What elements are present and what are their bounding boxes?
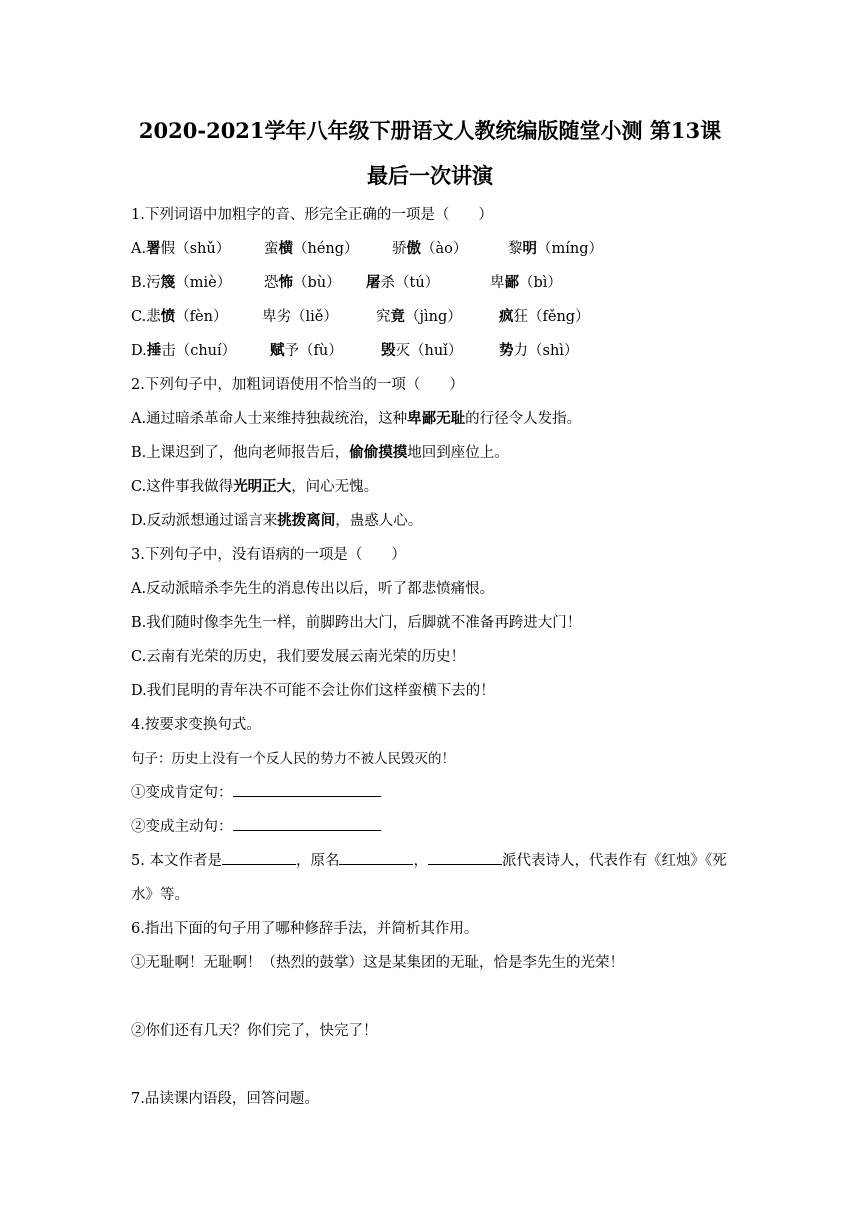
q6-stem: 6.指出下面的句子用了哪种修辞手法，并简析其作用。 — [131, 921, 479, 937]
q1-c-item4: 疯狂（fěng） — [499, 308, 590, 325]
q3-option-c: C.云南有光荣的历史，我们要发展云南光荣的历史！ — [131, 649, 466, 665]
q1-b-item1: B.污篾（miè） — [131, 274, 232, 291]
q1-c-item1: C.悲愤（fèn） — [131, 308, 228, 325]
q2-option-a: A.通过暗杀革命人士来维持独裁统治，这种卑鄙无耻的行径令人发指。 — [131, 410, 582, 427]
q1-d-item2: 赋予（fù） — [270, 342, 343, 359]
q5-line1: 5. 本文作者是 ，原名 ， 派代表诗人，代表作有《红烛》《死 — [131, 849, 727, 870]
q1-d-item1: D.捶击（chuí） — [131, 342, 237, 359]
q4-sub1: ①变成肯定句： — [131, 781, 381, 802]
q5-line2: 水》等。 — [131, 887, 189, 903]
q2-stem: 2.下列句子中，加粗词语使用不恰当的一项（ ） — [131, 377, 464, 393]
q4-sentence: 句子：历史上没有一个反人民的势力不被人民毁灭的！ — [131, 751, 455, 767]
q1-a-item3: 骄傲（ào） — [392, 240, 468, 257]
q3-option-a: A.反动派暗杀李先生的消息传出以后，听了都悲愤痛恨。 — [131, 581, 495, 597]
q5-blank-original-name[interactable] — [339, 850, 413, 865]
q2-option-b: B.上课迟到了，他向老师报告后，偷偷摸摸地回到座位上。 — [131, 444, 509, 461]
doc-title-line1: 2020-2021学年八年级下册语文人教统编版随堂小测 第13课 — [138, 118, 722, 143]
q4-answer-blank-2[interactable] — [233, 816, 381, 831]
q1-a-item1: A.署假（shǔ） — [131, 240, 231, 257]
q4-stem: 4.按要求变换句式。 — [131, 717, 261, 733]
q4-sub2: ②变成主动句： — [131, 815, 381, 836]
q1-c-item3: 究竟（jìng） — [376, 308, 462, 325]
q3-option-d: D.我们昆明的青年决不可能不会让你们这样蛮横下去的！ — [131, 683, 495, 699]
doc-title-line2: 最后一次讲演 — [367, 163, 493, 188]
q1-b-item2: 恐怖（bù） — [264, 274, 341, 291]
q1-stem: 1.下列词语中加粗字的音、形完全正确的一项是（ ） — [131, 207, 493, 223]
q1-b-item3: 屠杀（tú） — [366, 274, 440, 291]
q6-sub2: ②你们还有几天？你们完了，快完了！ — [131, 1023, 378, 1039]
q1-a-item2: 蛮横（héng） — [264, 240, 359, 257]
q3-stem: 3.下列句子中，没有语病的一项是（ ） — [131, 547, 406, 563]
q1-b-item4: 卑鄙（bì） — [490, 274, 562, 291]
q2-option-d: D.反动派想通过谣言来挑拨离间，蛊惑人心。 — [131, 512, 423, 529]
q5-blank-author[interactable] — [222, 850, 296, 865]
q4-answer-blank-1[interactable] — [233, 782, 381, 797]
q3-option-b: B.我们随时像李先生一样，前脚跨出大门，后脚就不准备再跨进大门！ — [131, 615, 582, 631]
q2-option-c: C.这件事我做得光明正大，问心无愧。 — [131, 478, 379, 495]
q1-d-item4: 势力（shì） — [499, 342, 579, 359]
q1-c-item2: 卑劣（liě） — [262, 309, 338, 325]
q1-a-item4: 黎明（míng） — [508, 240, 604, 257]
q7-stem: 7.品读课内语段，回答问题。 — [131, 1091, 319, 1107]
q1-d-item3: 毁灭（huǐ） — [381, 342, 463, 359]
q6-sub1: ①无耻啊！无耻啊！（热烈的鼓掌）这是某集团的无耻，恰是李先生的光荣！ — [131, 955, 624, 971]
q5-blank-school[interactable] — [428, 850, 502, 865]
